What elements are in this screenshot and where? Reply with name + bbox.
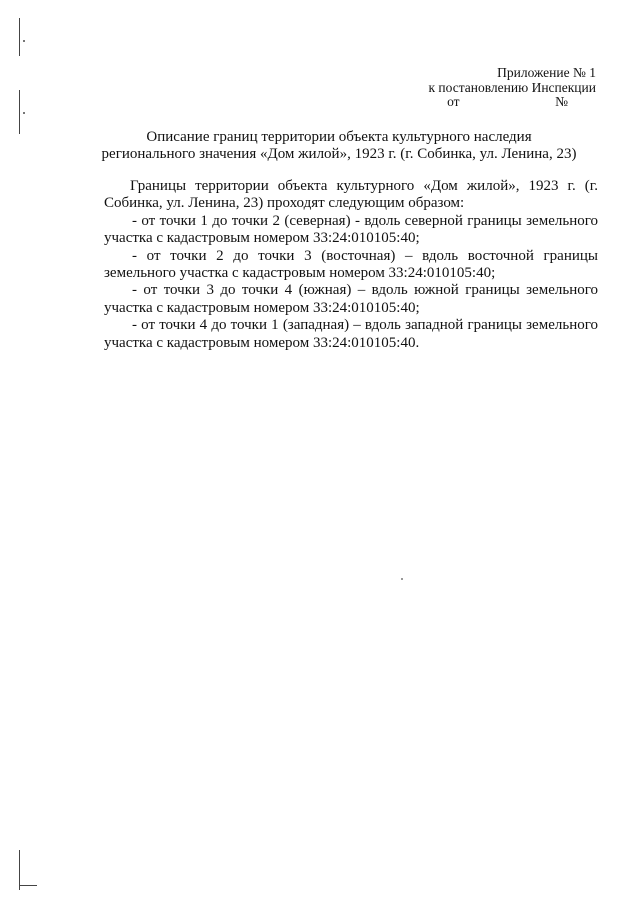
document-title-line: Описание границ территории объекта культурного наследия xyxy=(146,129,532,145)
boundary-item: - от точки 3 до точки 4 (южная) – вдоль южной границы земельного участка с кадастровым номером 33:24:010105:40; xyxy=(104,282,598,316)
annex-title: Приложение № 1 xyxy=(497,65,596,80)
scan-speck xyxy=(23,112,25,114)
boundary-item: - от точки 2 до точки 3 (восточная) – вдоль восточной границы земельного участка с кадастровым номером 33:24:010105:40; xyxy=(104,247,598,282)
scan-edge-line xyxy=(19,850,20,890)
body-intro-paragraph: Границы территории объекта культурного «Дом жилой», 1923 г. (г. Собинка, ул. Ленина, 23) проходят следующим образом: xyxy=(104,178,598,212)
annex-from-label: от xyxy=(447,94,460,109)
scan-edge-line xyxy=(19,90,20,134)
document-body xyxy=(104,178,598,352)
scan-speck xyxy=(401,578,403,580)
boundary-item: - от точки 4 до точки 1 (западная) – вдоль западной границы земельного участка с кадастровым номером 33:24:010105:40. xyxy=(104,317,598,351)
scan-edge-line xyxy=(19,18,20,56)
document-title-line: регионального значения «Дом жилой», 1923 г. (г. Собинка, ул. Ленина, 23) xyxy=(101,146,577,162)
annex-header xyxy=(336,66,596,110)
annex-date-number-row xyxy=(336,95,596,110)
annex-number-label: № xyxy=(555,94,568,109)
annex-reference: к постановлению Инспекции xyxy=(428,79,596,95)
scan-speck xyxy=(23,40,25,42)
boundary-item: - от точки 1 до точки 2 (северная) - вдоль северной границы земельного участка с кадастровым номером 33:24:010105:40; xyxy=(104,212,598,247)
document-title xyxy=(100,129,578,163)
scan-edge-tick xyxy=(19,885,37,886)
